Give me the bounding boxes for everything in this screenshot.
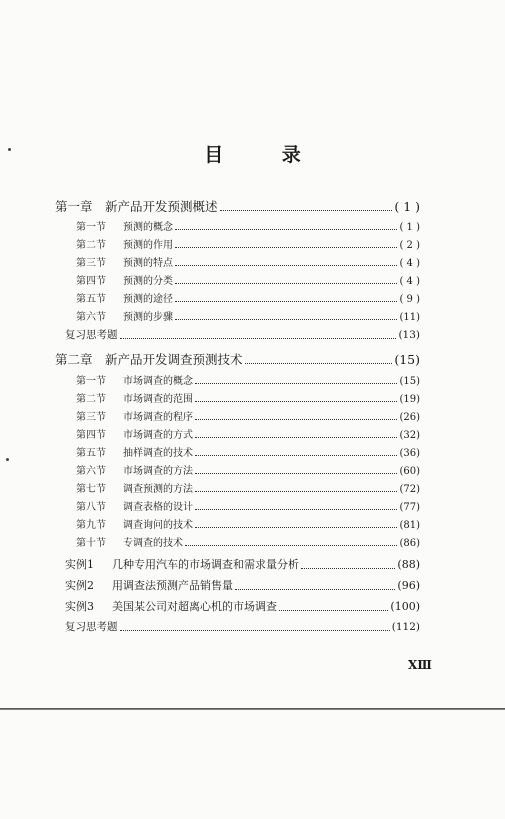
section-label: 第五节	[76, 448, 106, 459]
leader-dots	[175, 229, 397, 230]
leader-dots	[195, 509, 397, 510]
case-title: 美国某公司对超离心机的市场调查	[112, 600, 277, 613]
leader-dots	[279, 610, 388, 611]
leader-dots	[195, 383, 397, 384]
section-title: 市场调查的程序	[123, 412, 193, 423]
review-questions-entry	[65, 619, 420, 634]
leader-dots	[220, 210, 393, 211]
chapter-title: 新产品开发调查预测技术	[105, 352, 243, 367]
leader-dots	[175, 265, 397, 266]
case-page: (96)	[397, 579, 420, 592]
section-title: 预测的分类	[123, 276, 173, 287]
section-page: (15)	[399, 376, 420, 387]
leader-dots	[175, 247, 397, 248]
leader-dots	[120, 630, 390, 631]
case-title: 用调查法预测产品销售量	[112, 579, 233, 592]
section-label: 第八节	[76, 502, 106, 513]
chapter-label: 第二章	[55, 352, 93, 367]
section-page: (72)	[399, 484, 420, 495]
section-label: 第一节	[76, 376, 106, 387]
case-study-entry	[65, 598, 420, 614]
section-title: 市场调查的范围	[123, 394, 193, 405]
scan-speck	[6, 458, 9, 461]
section-page: (86)	[399, 538, 420, 549]
review-title: 复习思考题	[65, 329, 118, 341]
review-questions-entry	[65, 327, 420, 342]
section-label: 第二节	[76, 240, 106, 251]
section-label: 第三节	[76, 258, 106, 269]
section-page: (60)	[399, 466, 420, 477]
scan-speck	[8, 148, 11, 151]
page-number: XⅢ	[408, 658, 432, 672]
section-label: 第三节	[76, 412, 106, 423]
case-label: 实例3	[65, 600, 94, 613]
section-title: 市场调查的概念	[123, 376, 193, 387]
section-label: 第一节	[76, 222, 106, 233]
review-page: (13)	[398, 329, 420, 341]
case-page: (88)	[397, 558, 420, 571]
case-label: 实例1	[65, 558, 94, 571]
chapter-2-entry	[55, 350, 420, 368]
leader-dots	[245, 363, 393, 364]
section-label: 第五节	[76, 294, 106, 305]
section-page: (11)	[399, 312, 420, 323]
section-entry	[76, 498, 420, 513]
case-page: (100)	[390, 600, 420, 613]
case-title: 几种专用汽车的市场调查和需求量分析	[112, 558, 299, 571]
section-label: 第九节	[76, 520, 106, 531]
leader-dots	[195, 473, 397, 474]
chapter-title: 新产品开发预测概述	[105, 199, 218, 214]
section-entry	[76, 516, 420, 531]
section-title: 调查询问的技术	[123, 520, 193, 531]
section-label: 第四节	[76, 276, 106, 287]
section-label: 第十节	[76, 538, 106, 549]
section-page: ( 2 )	[399, 240, 420, 251]
section-page: (19)	[399, 394, 420, 405]
review-page: (112)	[391, 621, 420, 633]
section-entry	[76, 390, 420, 405]
leader-dots	[185, 545, 397, 546]
leader-dots	[195, 419, 397, 420]
section-entry	[76, 236, 420, 251]
section-label: 第七节	[76, 484, 106, 495]
section-page: ( 4 )	[399, 276, 420, 287]
section-page: (36)	[399, 448, 420, 459]
review-title: 复习思考题	[65, 621, 118, 633]
section-page: (26)	[399, 412, 420, 423]
leader-dots	[175, 319, 397, 320]
section-title: 预测的作用	[123, 240, 173, 251]
section-label: 第六节	[76, 312, 106, 323]
case-study-entry	[65, 556, 420, 572]
page-title: 目 录	[204, 144, 327, 166]
section-title: 调查表格的设计	[123, 502, 193, 513]
chapter-page: ( 1 )	[394, 199, 420, 214]
section-title: 预测的途径	[123, 294, 173, 305]
chapter-label: 第一章	[55, 199, 93, 214]
section-page: (32)	[399, 430, 420, 441]
leader-dots	[195, 527, 397, 528]
case-study-entry	[65, 577, 420, 593]
section-label: 第四节	[76, 430, 106, 441]
section-label: 第六节	[76, 466, 106, 477]
section-title: 市场调查的方法	[123, 466, 193, 477]
section-page: ( 1 )	[399, 222, 420, 233]
section-entry	[76, 426, 420, 441]
section-entry	[76, 444, 420, 459]
section-title: 预测的特点	[123, 258, 173, 269]
leader-dots	[195, 437, 397, 438]
section-entry	[76, 480, 420, 495]
leader-dots	[195, 401, 397, 402]
leader-dots	[195, 491, 397, 492]
section-title: 抽样调查的技术	[123, 448, 193, 459]
section-label: 第二节	[76, 394, 106, 405]
leader-dots	[175, 301, 397, 302]
leader-dots	[120, 338, 397, 339]
section-entry	[76, 272, 420, 287]
section-page: ( 9 )	[399, 294, 420, 305]
section-page: ( 4 )	[399, 258, 420, 269]
section-entry	[76, 462, 420, 477]
section-title: 预测的概念	[123, 222, 173, 233]
case-label: 实例2	[65, 579, 94, 592]
leader-dots	[175, 283, 397, 284]
leader-dots	[301, 568, 395, 569]
section-page: (77)	[399, 502, 420, 513]
section-title: 市场调查的方式	[123, 430, 193, 441]
chapter-page: (15)	[394, 352, 420, 367]
section-title: 专调查的技术	[123, 538, 183, 549]
section-entry	[76, 308, 420, 323]
leader-dots	[195, 455, 397, 456]
leader-dots	[235, 589, 395, 590]
section-entry	[76, 290, 420, 305]
section-entry	[76, 254, 420, 269]
section-title: 调查预测的方法	[123, 484, 193, 495]
section-entry	[76, 372, 420, 387]
section-entry	[76, 534, 420, 549]
page-bottom-edge	[0, 708, 505, 710]
section-title: 预测的步骤	[123, 312, 173, 323]
section-entry	[76, 408, 420, 423]
chapter-1-entry	[55, 197, 420, 215]
section-page: (81)	[399, 520, 420, 531]
section-entry	[76, 218, 420, 233]
